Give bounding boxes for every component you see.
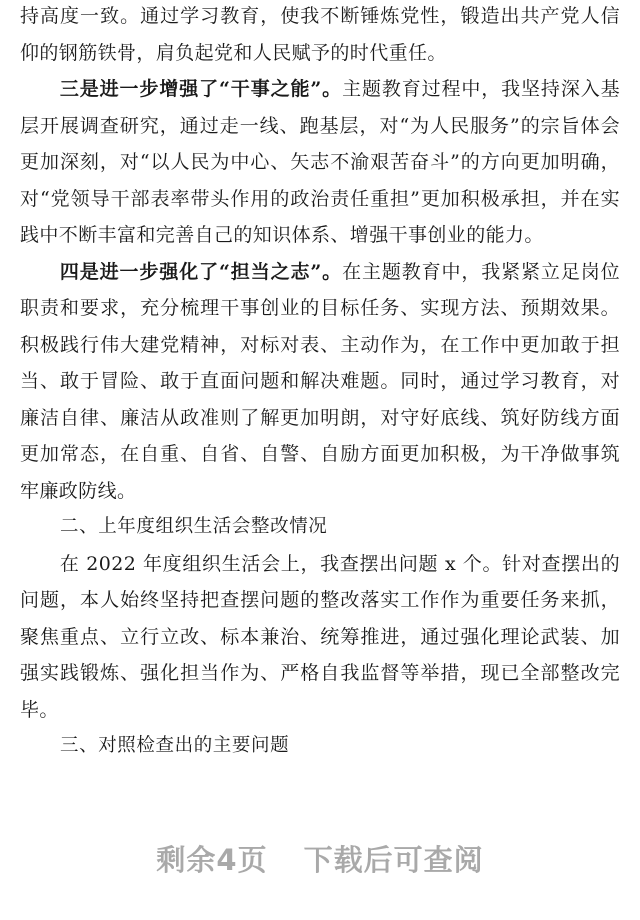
section-heading-main-problems: 三、对照检查出的主要问题: [60, 735, 290, 756]
paragraph-lead-ability: 三是进一步增强了“干事之能”。: [59, 78, 343, 100]
paragraph-body-ability: 主题教育过程中，我坚持深入基层开展调查研究，通过走一线、跑基层，对“为人民服务”的宗旨体会更加深刻，对“以人民为中心、矢志不渝艰苦奋斗”的方向更加明确，对“党领导干部表率带头作用的政治责任重担”更加积极承担，并在实践中不断丰富和完善自己的知识体系、增强干事创业的能力。: [20, 78, 620, 246]
paragraph-rectification: 在 2022 年度组织生活会上，我查摆出问题 x 个。针对查摆出的问题，本人始终坚持把查摆问题的整改落实工作作为重要任务来抓，聚焦重点、立行立改、标本兼治、统筹推进，通过强化理论武装、加强实践锻炼、强化担当作为、严格自我监督等举措，现已全部整改完毕。: [20, 552, 620, 721]
paragraph-ability: [20, 71, 620, 254]
paragraph-body-responsibility: 在主题教育中，我紧紧立足岗位职责和要求，充分梳理干事创业的目标任务、实现方法、预期效果。积极践行伟大建党精神，对标对表、主动作为，在工作中更加敢于担当、敢于冒险、敢于直面问题和解决难题。同时，通过学习教育，对廉洁自律、廉洁从政准则了解更加明朗，对守好底线、筑好防线方面更加常态，在自重、自省、自警、自励方面更加积极，为干净做事筑牢廉政防线。: [20, 260, 620, 502]
paragraph-lead-responsibility: 四是进一步强化了“担当之志”。: [59, 260, 343, 283]
paragraph-responsibility: [20, 254, 620, 510]
paragraph-continuation: 持高度一致。通过学习教育，使我不断锤炼党性，锻造出共产党人信仰的钢筋铁骨，肩负起党和人民赋予的时代重任。: [20, 5, 620, 64]
section-heading-rectification: 二、上年度组织生活会整改情况: [60, 516, 328, 537]
download-prompt[interactable]: [0, 838, 640, 879]
remaining-pages-text: 剩余4页: [156, 843, 268, 877]
download-to-view-text: 下载后可查阅: [303, 843, 484, 877]
document-body: [20, 0, 620, 765]
